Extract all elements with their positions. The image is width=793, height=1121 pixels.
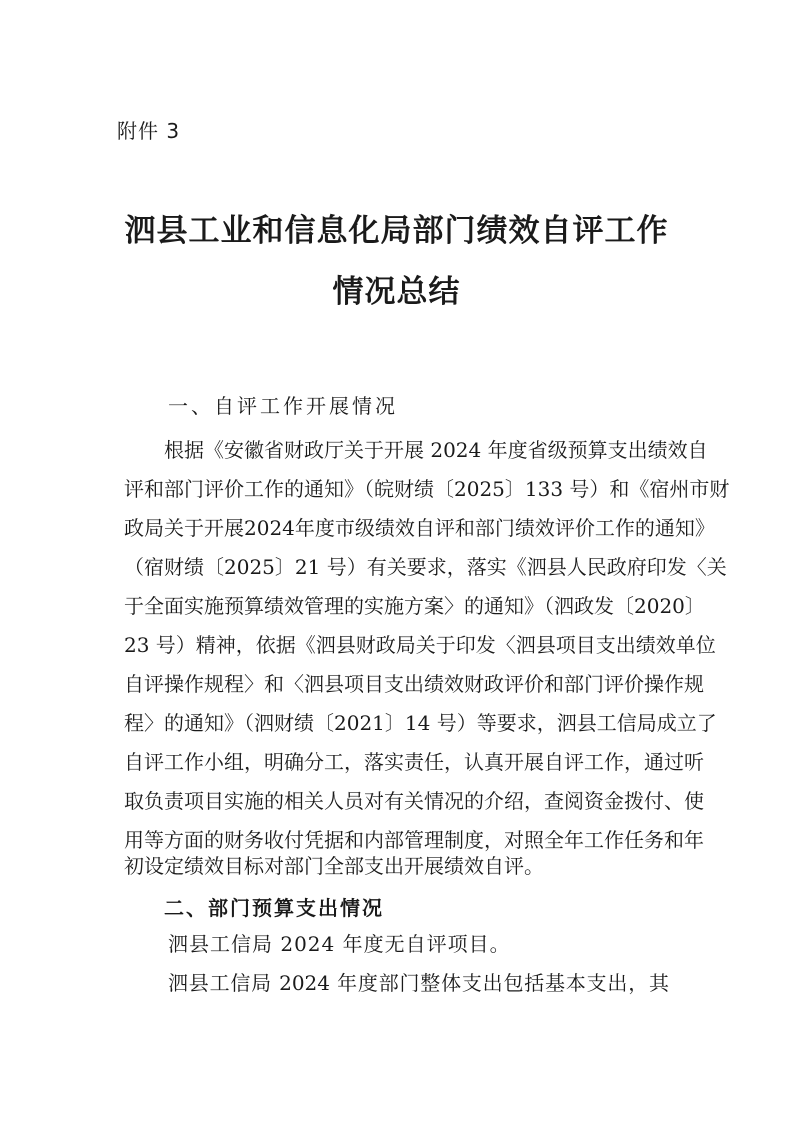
section-2-paragraph-2: 泗县工信局 2024 年度部门整体支出包括基本支出，其 [168,971,669,995]
document-title-line-2: 情况总结 [332,274,461,310]
document-title-line-1: 泗县工业和信息化局部门绩效自评工作 [124,213,669,249]
section-2-paragraph-1: 泗县工信局 2024 年度无自评项目。 [168,932,511,956]
section-1-line: 23 号）精神，依据《泗县财政局关于印发〈泗县项目支出绩效单位 [124,633,716,657]
section-1-line: （宿财绩〔2025〕21 号）有关要求，落实《泗县人民政府印发〈关 [124,555,727,579]
section-2-heading: 二、部门预算支出情况 [164,896,384,920]
attachment-label: 附件 3 [117,119,181,143]
section-1-line: 于全面实施预算绩效管理的实施方案〉的通知》（泗政发〔2020〕 [124,594,705,618]
section-1-line: 初设定绩效目标对部门全部支出开展绩效自评。 [124,854,544,878]
section-1-line: 自评工作小组，明确分工，落实责任，认真开展自评工作，通过听 [124,750,704,774]
section-1-line: 程〉的通知》（泗财绩〔2021〕14 号）等要求，泗县工信局成立了 [124,711,717,735]
section-1-line: 根据《安徽省财政厅关于开展 2024 年度省级预算支出绩效自 [164,438,708,462]
section-1-line: 用等方面的财务收付凭据和内部管理制度，对照全年工作任务和年 [124,828,704,852]
section-1-heading: 一、自评工作开展情况 [168,394,398,418]
section-1-line: 取负责项目实施的相关人员对有关情况的介绍，查阅资金拨付、使 [124,789,704,813]
section-1-line: 自评操作规程〉和〈泗县项目支出绩效财政评价和部门评价操作规 [124,672,704,696]
section-1-line: 政局关于开展2024年度市级绩效自评和部门绩效评价工作的通知》 [124,516,715,540]
section-1-line: 评和部门评价工作的通知》（皖财绩〔2025〕133 号）和《宿州市财 [124,477,730,501]
